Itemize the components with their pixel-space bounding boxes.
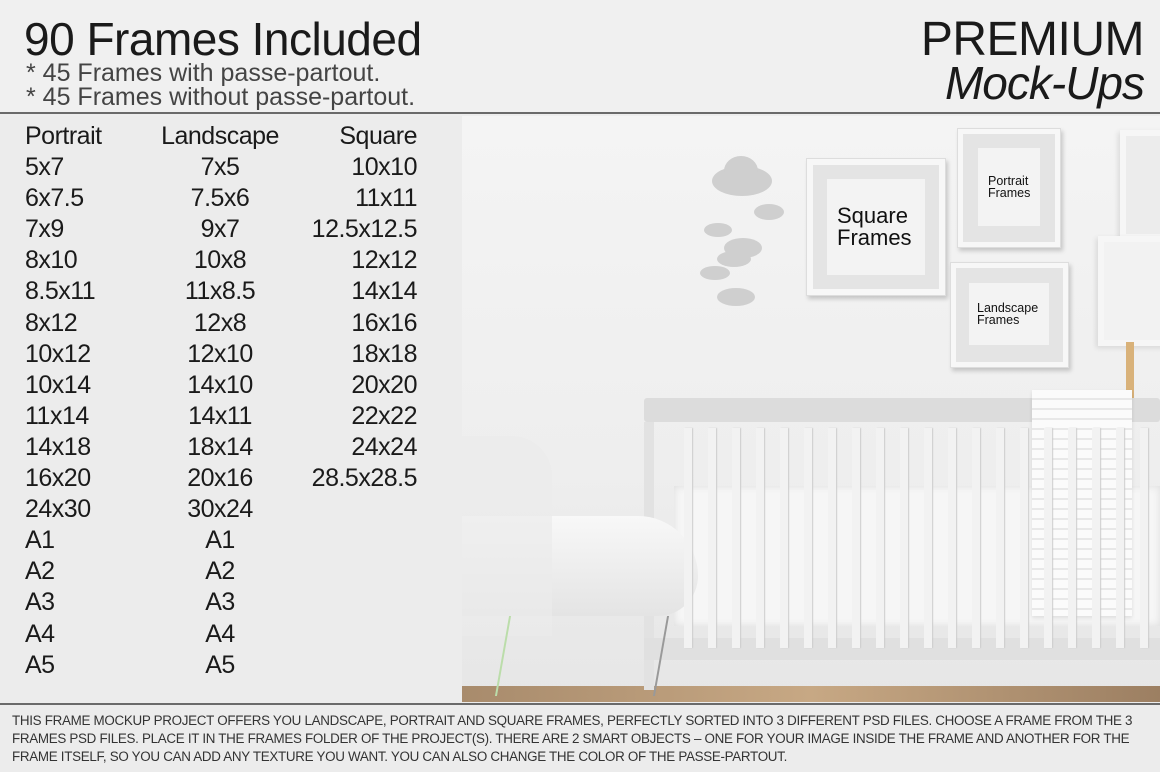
square-size: 18x18 — [351, 339, 417, 368]
chair — [462, 436, 702, 696]
crib-bar — [1140, 428, 1148, 648]
square-size: 11x11 — [355, 184, 417, 213]
landscape-size: A3 — [205, 588, 235, 617]
crib-bar — [996, 428, 1004, 648]
square-size: 10x10 — [351, 153, 417, 181]
crib-bar — [804, 428, 812, 648]
portrait-frame — [957, 128, 1061, 248]
square-size: 12.5x12.5 — [311, 215, 417, 244]
portrait-size: 7x9 — [25, 215, 64, 244]
column-header-portrait: Portrait — [25, 122, 102, 150]
landscape-size: A2 — [205, 557, 235, 586]
landscape-size: A1 — [205, 526, 235, 555]
sizes-table — [0, 116, 462, 702]
portrait-size: 10x12 — [25, 339, 91, 368]
crib-bar — [876, 428, 884, 648]
crib-bar — [924, 428, 932, 648]
column-header-landscape: Landscape — [161, 122, 279, 150]
square-frame-label-2: Frames — [837, 225, 912, 250]
wall-shelf — [1120, 130, 1160, 240]
landscape-size: 30x24 — [187, 495, 253, 524]
landscape-size: 10x8 — [193, 246, 247, 275]
square-size: 22x22 — [351, 401, 417, 430]
landscape-size: 7.5x6 — [190, 184, 250, 213]
square-size: 20x20 — [351, 370, 417, 399]
subline-with-passepartout: * 45 Frames with passe-partout. — [26, 59, 381, 87]
portrait-size: A3 — [25, 588, 55, 617]
landscape-size: 9x7 — [200, 215, 240, 244]
portrait-size: 14x18 — [25, 432, 91, 461]
landscape-size: 14x10 — [187, 370, 253, 399]
crib-bar — [732, 428, 740, 648]
description-footer: THIS FRAME MOCKUP PROJECT OFFERS YOU LANDSCAPE, PORTRAIT AND SQUARE FRAMES, PERFECTLY SORTED INTO 3 DIFFERENT PSD FILES. CHOOSE A FRAME FROM THE 3 FRAMES PSD FILES. PLACE IT IN THE FRAMES FOLDER OF THE PROJECT(S). THERE ARE 2 SMART OBJECTS – ONE FOR YOUR IMAGE INSIDE THE FRAME AND ANOTHER FOR THE FRAME ITSELF, SO YOU CAN ADD ANY TEXTURE YOU WANT. YOU CAN ALSO CHANGE THE COLOR OF THE PASSE-PARTOUT. — [0, 703, 1160, 772]
portrait-size: 6x7.5 — [25, 184, 84, 213]
landscape-size: 18x14 — [187, 432, 253, 461]
portrait-size: 10x14 — [25, 370, 91, 399]
portrait-size: A4 — [25, 619, 55, 648]
square-size: 14x14 — [351, 277, 417, 306]
square-size: 24x24 — [351, 432, 417, 461]
landscape-size: 12x10 — [187, 339, 253, 368]
portrait-size: A1 — [25, 526, 55, 555]
crib-bar — [708, 428, 716, 648]
landscape-size: 7x5 — [200, 153, 240, 181]
square-frame-label-1: Square — [837, 203, 908, 228]
crib-bar — [972, 428, 980, 648]
portrait-size: 8x12 — [25, 308, 78, 337]
square-frame — [806, 158, 946, 296]
crib-bar — [684, 428, 692, 648]
wall-shelf — [1098, 236, 1160, 346]
headline: 90 Frames Included — [24, 13, 422, 65]
crib-bar — [1068, 428, 1076, 648]
portrait-size: 8.5x11 — [25, 277, 96, 306]
portrait-size: 8x10 — [25, 246, 78, 275]
square-size: 12x12 — [351, 246, 417, 275]
crib-bar — [1044, 428, 1052, 648]
brand-premium: PREMIUM — [920, 13, 1144, 66]
crib-bar — [948, 428, 956, 648]
crib-bar — [900, 428, 908, 648]
landscape-size: A4 — [205, 619, 235, 648]
landscape-frame — [950, 262, 1069, 368]
crib-bar — [1116, 428, 1124, 648]
crib-bar — [1092, 428, 1100, 648]
portrait-frame-label-2: Frames — [988, 186, 1031, 200]
subline-without-passepartout: * 45 Frames without passe-partout. — [26, 83, 416, 111]
portrait-frame-label-1: Portrait — [988, 173, 1029, 188]
brand-mockups: Mock-Ups — [944, 57, 1144, 109]
portrait-size: A2 — [25, 557, 55, 586]
crib-bar — [852, 428, 860, 648]
column-header-square: Square — [339, 122, 417, 150]
crib-bar — [756, 428, 764, 648]
portrait-size: 24x30 — [25, 495, 91, 524]
header — [0, 0, 1160, 114]
landscape-size: A5 — [205, 650, 235, 679]
landscape-size: 20x16 — [187, 464, 253, 492]
crib-bar — [1020, 428, 1028, 648]
landscape-size: 14x11 — [188, 401, 252, 430]
portrait-size: 11x14 — [25, 401, 89, 430]
portrait-size: 5x7 — [25, 153, 64, 181]
landscape-frame-label-2: Frames — [977, 313, 1020, 327]
landscape-size: 12x8 — [193, 308, 247, 337]
landscape-size: 11x8.5 — [184, 277, 256, 306]
square-size: 16x16 — [351, 308, 417, 337]
square-size: 28.5x28.5 — [311, 464, 417, 492]
portrait-size: A5 — [25, 650, 55, 679]
nursery-photo — [462, 116, 1160, 702]
crib-bar — [828, 428, 836, 648]
crib-bar — [780, 428, 788, 648]
landscape-frame-label-1: Landscape — [977, 300, 1039, 315]
portrait-size: 16x20 — [25, 464, 91, 492]
